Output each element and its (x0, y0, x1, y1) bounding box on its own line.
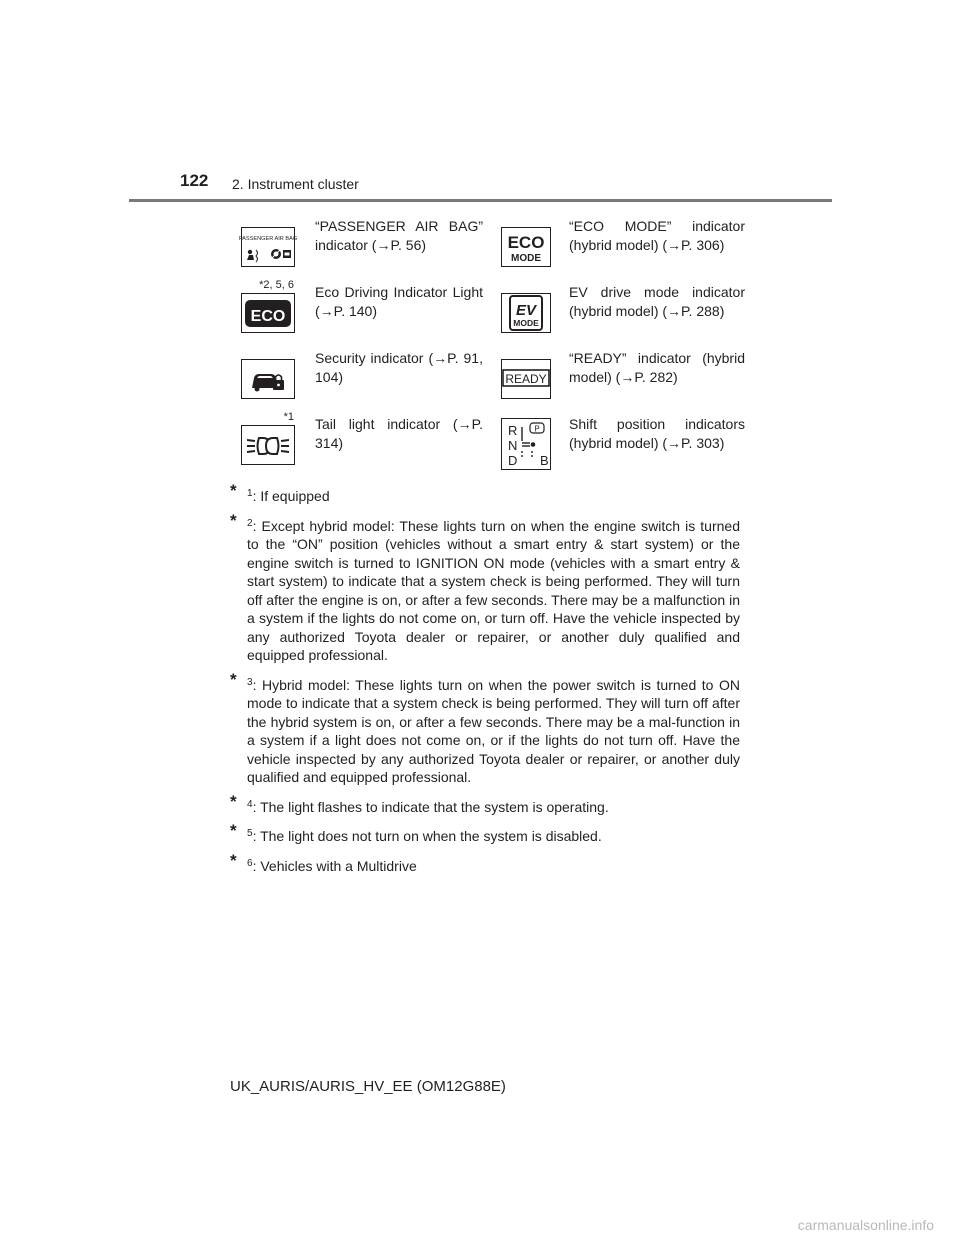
indicator-row (231, 277, 751, 343)
ev-mode-icon-subtext: MODE (513, 318, 539, 328)
indicator-description: “READY” indicator (hybrid model) (→P. 282) (569, 350, 745, 385)
header-rule (129, 199, 832, 202)
eco-mode-icon (501, 227, 551, 267)
eco-driving-icon-text: ECO (250, 308, 286, 325)
footnote-number: 1 (247, 488, 253, 499)
footnote (230, 821, 740, 846)
footnote (230, 669, 740, 787)
eco-mode-icon-subtext: MODE (511, 253, 541, 264)
footnote-number: 2 (247, 517, 253, 529)
footnote-text: : Vehicles with a Multidrive (252, 857, 417, 874)
footnote-text: : Hybrid model: These lights turn on when the power switch is turned to ON mode to indicate that a system check is being performed. They will turn off after the hybrid system is on, or after a few seconds. There may be a mal-function in a system if a light does not come on, or if the lights do not turn off. Have the vehicle inspected by any authorized Toyota dealer or repairer, or another duly qualified and equipped professional. (247, 676, 740, 785)
indicator-cell (491, 343, 751, 409)
indicator-description: Shift position indicators (hybrid model) (→P. 303) (569, 416, 745, 451)
passenger-airbag-off-icon (238, 227, 298, 267)
indicator-cell (231, 343, 491, 409)
ev-mode-icon-text: EV (515, 302, 537, 319)
eco-mode-icon-text: ECO (507, 233, 545, 252)
footnote-asterisk: * (230, 791, 237, 811)
footnote-number: 5 (247, 828, 253, 839)
indicator-description: Security indicator (→P. 91, 104) (315, 350, 483, 385)
section-title: 2. Instrument cluster (232, 176, 359, 192)
ready-icon-text: READY (505, 372, 547, 386)
eco-driving-icon (241, 293, 295, 333)
footnote-number: 4 (247, 798, 253, 810)
indicator-cell (491, 211, 751, 277)
footnote-asterisk: * (230, 669, 237, 689)
indicator-row (231, 343, 751, 409)
indicator-cell (231, 409, 491, 475)
shift-letter-p: P (534, 424, 540, 434)
footnote-text: : The light does not turn on when the system is disabled. (252, 828, 602, 844)
footnote-text: : If equipped (252, 488, 330, 504)
shift-letter-b: B (540, 453, 549, 468)
footnote-number: 3 (247, 676, 253, 688)
indicator-cell (231, 211, 491, 277)
indicator-description: Eco Driving Indicator Light (→P. 140) (315, 284, 483, 319)
indicator-description: “ECO MODE” indicator (hybrid model) (→P. 306) (569, 218, 745, 253)
indicator-footnote-ref: *2, 5, 6 (259, 279, 294, 291)
shift-letter-d: D (508, 453, 518, 468)
indicator-table (231, 211, 751, 475)
indicator-footnote-ref: *1 (283, 411, 294, 423)
shift-letter-n: N (508, 438, 518, 453)
footnote-asterisk: * (230, 510, 237, 530)
footnote (230, 850, 740, 876)
ev-mode-icon (501, 293, 551, 333)
indicator-description: EV drive mode indicator (hybrid model) (→P. 288) (569, 284, 745, 319)
footnote (230, 481, 740, 506)
security-car-lock-icon (241, 359, 295, 399)
footnote-text: : The light flashes to indicate that the system is operating. (252, 798, 609, 815)
indicator-row (231, 211, 751, 277)
footnote-asterisk: * (230, 821, 237, 840)
footer-model-code: UK_AURIS/AURIS_HV_EE (OM12G88E) (230, 1078, 506, 1095)
shift-letter-r: R (508, 423, 518, 438)
footnotes (230, 481, 740, 884)
indicator-row (231, 409, 751, 475)
tail-light-icon (241, 425, 295, 465)
footnote-asterisk: * (230, 481, 237, 500)
footnote-number: 6 (247, 857, 253, 869)
footnote (230, 791, 740, 817)
footnote-text: : Except hybrid model: These lights turn on when the engine switch is turned to the “ON” position (vehicles without a smart entry & start system) or the engine switch is turned to IGNITION ON mode (vehicles with a smart entry & start system) to indicate that a system check is being performed. They will turn off after the engine is on, or after a few seconds. There may be a malfunction in a system if the lights do not come on, or turn off. Have the vehicle inspected by any authorized Toyota dealer or repairer, or another duly qualified and equipped professional. (247, 517, 740, 663)
indicator-cell (491, 277, 751, 343)
page-number: 122 (180, 171, 209, 190)
ready-icon (501, 359, 551, 399)
airbag-icon-text: PASSENGER AIR BAG (238, 236, 298, 242)
shift-position-icon (501, 418, 551, 470)
footnote (230, 510, 740, 665)
indicator-cell (231, 277, 491, 343)
watermark[interactable]: carmanualsonline.info (797, 1217, 934, 1233)
indicator-description: Tail light indicator (→P. 314) (315, 416, 483, 451)
footnote-asterisk: * (230, 850, 237, 870)
indicator-cell (491, 409, 751, 475)
indicator-description: “PASSENGER AIR BAG” indicator (→P. 56) (315, 218, 483, 253)
